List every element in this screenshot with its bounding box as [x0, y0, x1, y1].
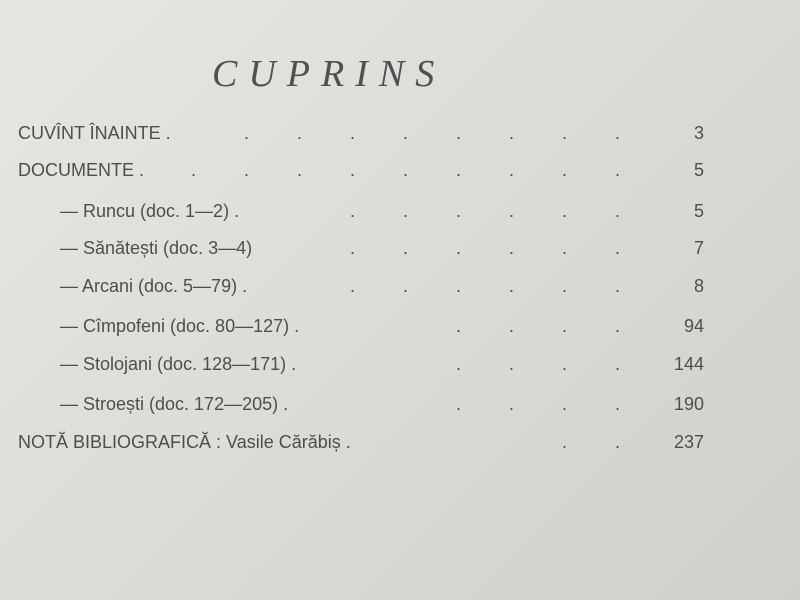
toc-entry-label: — Cîmpofeni (doc. 80—127) .	[60, 316, 300, 336]
toc-entry	[18, 389, 704, 419]
toc-entry-label: — Stroești (doc. 172—205) .	[60, 394, 289, 414]
toc-entry-page: 7	[693, 238, 704, 258]
dot-leaders: . . . . . . . .	[243, 123, 620, 143]
toc-entry-page: 190	[673, 394, 704, 414]
toc-entry-label: — Sănătești (doc. 3—4)	[60, 238, 253, 258]
toc-entry	[18, 271, 704, 301]
toc-entry-label: — Runcu (doc. 1—2) .	[60, 201, 240, 221]
dot-leaders: . .	[561, 432, 620, 452]
dot-leaders: . . . . . .	[349, 201, 620, 221]
toc-entry	[18, 233, 704, 263]
dot-leaders: . . . . . .	[349, 276, 620, 296]
toc-entry-page: 3	[693, 123, 704, 143]
toc-entry	[18, 118, 704, 148]
toc-entry	[18, 349, 704, 379]
toc-entry-page: 144	[673, 354, 704, 374]
dot-leaders: . . . . . . . . .	[190, 160, 620, 180]
toc-entry	[18, 311, 704, 341]
page-title: CUPRINS	[212, 53, 446, 95]
toc-entry	[18, 155, 704, 185]
dot-leaders: . . . .	[455, 394, 620, 414]
toc-entry	[18, 196, 704, 226]
toc-entry-page: 5	[693, 201, 704, 221]
toc-entry-label: — Arcani (doc. 5—79) .	[60, 276, 248, 296]
toc-entry-label: CUVÎNT ÎNAINTE .	[18, 123, 171, 143]
dot-leaders: . . . .	[455, 316, 620, 336]
toc-entry-page: 237	[673, 432, 704, 452]
dot-leaders: . . . .	[455, 354, 620, 374]
toc-entry-page: 5	[693, 160, 704, 180]
toc-entry-label: NOTĂ BIBLIOGRAFICĂ : Vasile Cărăbiș .	[18, 432, 351, 452]
toc-entry-label: — Stolojani (doc. 128—171) .	[60, 354, 297, 374]
dot-leaders: . . . . . .	[349, 238, 620, 258]
toc-entry-page: 8	[693, 276, 704, 296]
toc-entry-label: DOCUMENTE .	[18, 160, 144, 180]
toc-entry-page: 94	[683, 316, 704, 336]
toc-entry	[18, 427, 704, 457]
